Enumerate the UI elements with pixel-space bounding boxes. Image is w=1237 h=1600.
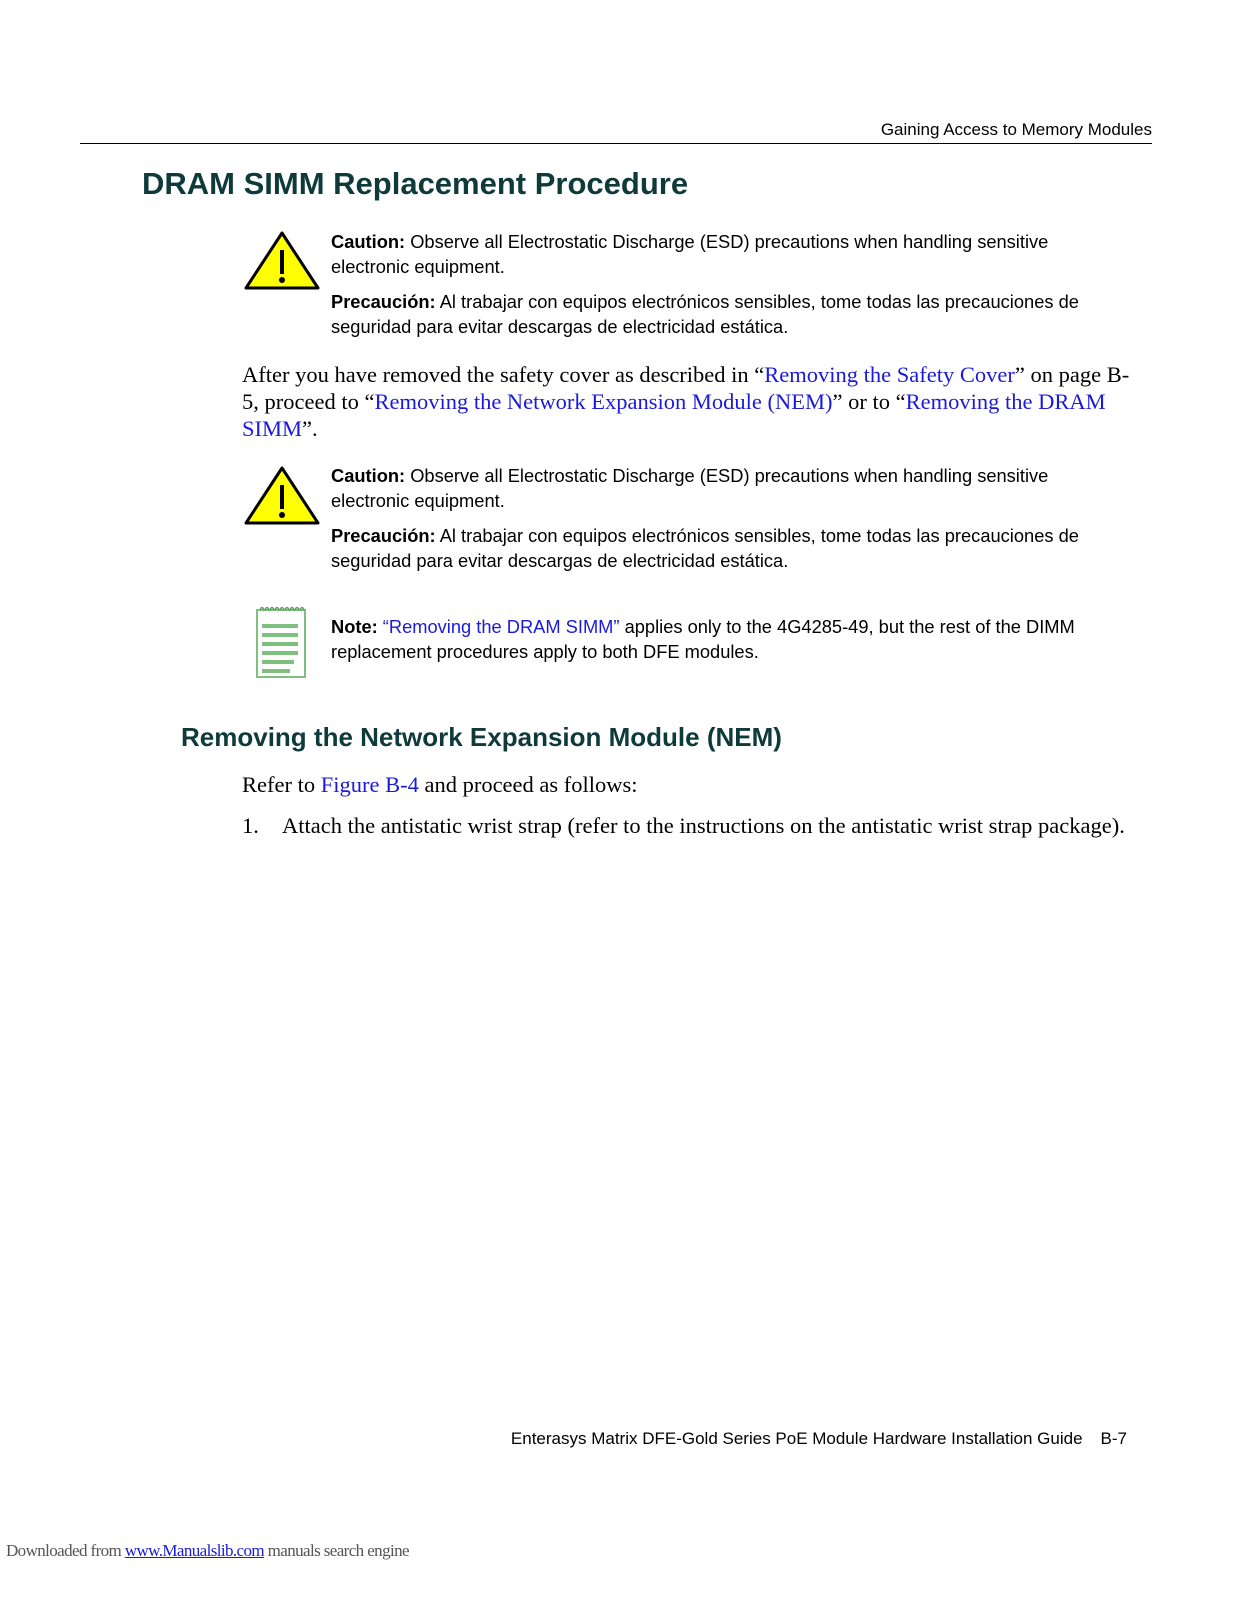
- step-number: 1.: [242, 813, 259, 838]
- intro-text-4: ”.: [302, 416, 318, 441]
- precaucion-body: Al trabajar con equipos electrónicos sensibles, tome todas las precauciones de seguridad para evitar descargas de electricidad estática.: [331, 291, 1079, 337]
- note-block: [331, 614, 1131, 674]
- link-removing-safety-cover[interactable]: Removing the Safety Cover: [764, 362, 1015, 387]
- intro-text-3: ” or to “: [832, 389, 906, 414]
- link-removing-nem[interactable]: Removing the Network Expansion Module (NEM): [374, 389, 833, 414]
- page-footer: [511, 1429, 1127, 1449]
- caution-text: [331, 229, 1131, 279]
- link-removing-dram-simm[interactable]: Removing the DRAM SIMM: [242, 389, 1106, 441]
- caution-body: Observe all Electrostatic Discharge (ESD) precautions when handling sensitive electronic equipment.: [331, 465, 1049, 511]
- note-quote-close: ”: [613, 616, 620, 637]
- precaucion-label: Precaución:: [331, 291, 436, 312]
- section-title-removing-nem: Removing the Network Expansion Module (NEM): [181, 722, 782, 752]
- precaucion-text: [331, 523, 1131, 573]
- intro-text-2: ” on page B-5, proceed to “: [242, 362, 1130, 414]
- manualslib-link[interactable]: www.Manualslib.com: [124, 1541, 265, 1560]
- precaucion-label: Precaución:: [331, 525, 436, 546]
- refer-paragraph: [242, 771, 1132, 798]
- link-figure-b4[interactable]: Figure B-4: [320, 772, 419, 797]
- running-header: Gaining Access to Memory Modules: [880, 120, 1152, 139]
- footer-guide-title: Enterasys Matrix DFE-Gold Series PoE Module Hardware Installation Guide: [510, 1429, 1083, 1448]
- caution-block-1: [331, 229, 1131, 349]
- download-text-post: manuals search engine: [264, 1541, 409, 1560]
- header-rule: [80, 143, 1152, 144]
- intro-text-1: After you have removed the safety cover as described in “: [242, 362, 765, 387]
- download-watermark: [6, 1541, 409, 1561]
- page-number: B-7: [1100, 1429, 1127, 1448]
- caution-text: [331, 463, 1131, 513]
- download-text-pre: Downloaded from: [6, 1541, 125, 1560]
- step-text: Attach the antistatic wrist strap (refer to the instructions on the antistatic wrist strap package).: [282, 813, 1125, 838]
- note-label: Note:: [331, 616, 378, 637]
- intro-paragraph: [242, 361, 1132, 442]
- caution-label: Caution:: [331, 465, 406, 486]
- precaucion-text: [331, 289, 1131, 339]
- caution-body: Observe all Electrostatic Discharge (ESD) precautions when handling sensitive electronic equipment.: [331, 231, 1049, 277]
- precaucion-body: Al trabajar con equipos electrónicos sensibles, tome todas las precauciones de seguridad para evitar descargas de electricidad estática.: [331, 525, 1079, 571]
- warning-triangle-icon: [243, 465, 321, 527]
- warning-triangle-icon: [243, 230, 321, 292]
- caution-label: Caution:: [331, 231, 406, 252]
- note-text: [331, 614, 1131, 664]
- refer-text-post: and proceed as follows:: [418, 772, 638, 797]
- note-link-removing-dram-simm[interactable]: Removing the DRAM SIMM: [388, 616, 614, 637]
- note-pad-icon: [254, 604, 310, 680]
- note-body: applies only to the 4G4285-49, but the rest of the DIMM replacement procedures apply to both DFE modules.: [331, 616, 1075, 662]
- note-quote-open: “: [377, 616, 389, 637]
- caution-block-2: [331, 463, 1131, 583]
- refer-text-pre: Refer to: [242, 772, 321, 797]
- page-title: DRAM SIMM Replacement Procedure: [142, 166, 689, 201]
